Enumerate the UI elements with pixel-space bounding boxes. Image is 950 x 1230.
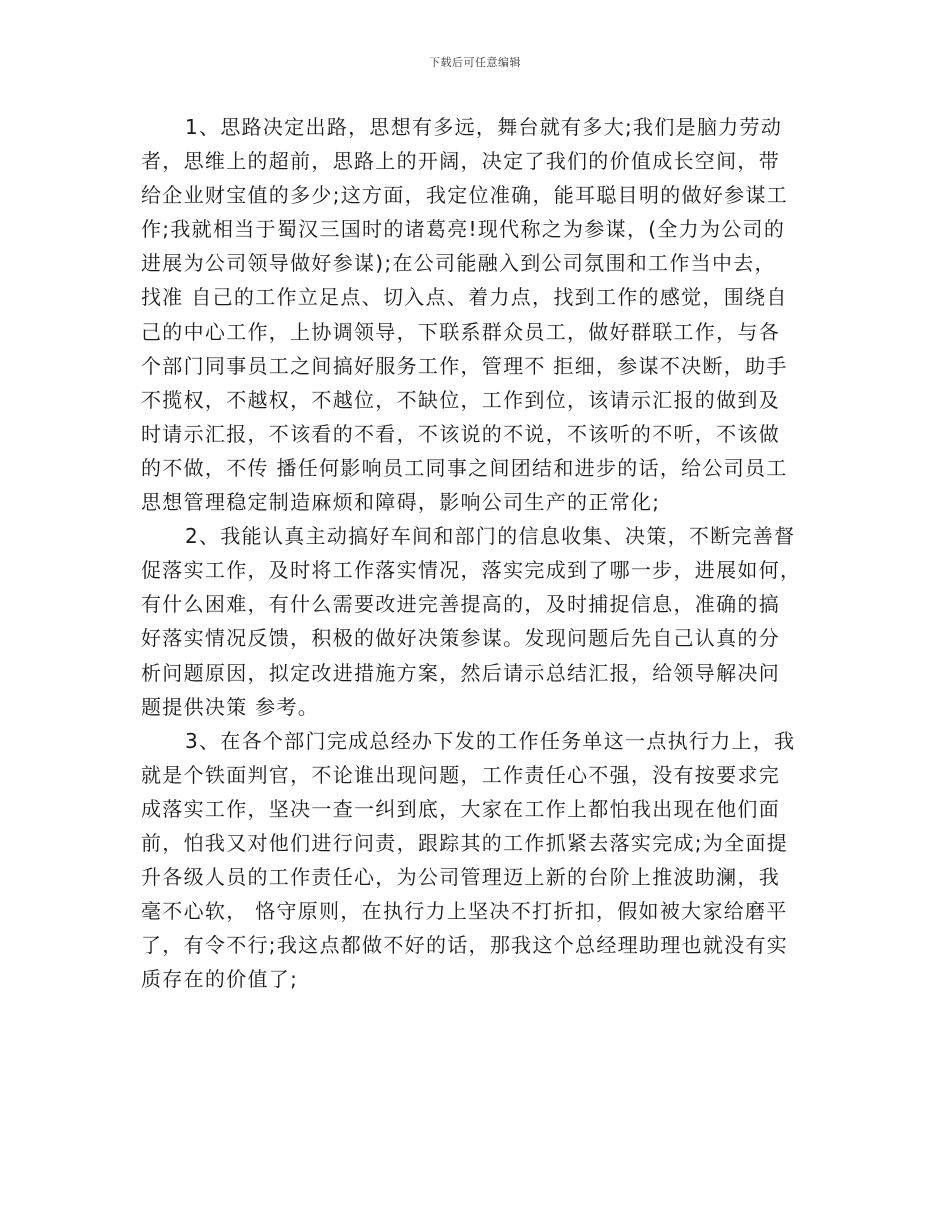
paragraph-3 xyxy=(141,724,813,997)
paragraph-line: 思想管理稳定制造麻烦和障碍，影响公司生产的正常化; xyxy=(141,490,661,515)
page-header: 下载后可任意编辑 xyxy=(429,56,521,69)
paragraph-line: 毫不心软， 恪守原则，在执行力上坚决不打折扣，假如被大家给磨平 xyxy=(141,899,788,924)
paragraph-line: 不揽权，不越权，不越位，不缺位，工作到位，该请示汇报的做到及 xyxy=(141,387,780,412)
paragraph-line: 升各级人员的工作责任心，为公司管理迈上新的台阶上推波助澜，我 xyxy=(141,865,780,890)
paragraph-line: 质存在的价值了; xyxy=(141,967,299,992)
paragraph-line: 找准 自己的工作立足点、切入点、着力点，找到工作的感觉，围绕自 xyxy=(141,285,788,310)
paragraph-line: 题提供决策 参考。 xyxy=(141,694,320,719)
paragraph-line: 作;我就相当于蜀汉三国时的诸葛亮!现代称之为参谋，(全力为公司的 xyxy=(141,217,786,242)
paragraph-line: 己的中心工作，上协调领导，下联系群众员工，做好群联工作，与各 xyxy=(141,319,780,344)
paragraph-2 xyxy=(141,519,813,724)
paragraph-line: 1、思路决定出路，思想有多远，舞台就有多大;我们是脑力劳动 xyxy=(185,115,783,139)
paragraph-line: 给企业财宝值的多少;这方面，我定位准确，能耳聪目明的做好参谋工 xyxy=(141,183,789,208)
paragraph-line: 个部门同事员工之间搞好服务工作，管理不 拒细，参谋不决断，助手 xyxy=(141,353,788,378)
paragraph-line: 析问题原因，拟定改进措施方案，然后请示总结汇报，给领导解决问 xyxy=(141,660,780,685)
document-body xyxy=(141,110,813,996)
paragraph-line: 时请示汇报，不该看的不看，不该说的不说，不该听的不听，不该做 xyxy=(141,421,780,446)
paragraph-1 xyxy=(141,110,813,519)
paragraph-line: 进展为公司领导做好参谋);在公司能融入到公司氛围和工作当中去， xyxy=(141,251,776,276)
paragraph-line: 者，思维上的超前，思路上的开阔，决定了我们的价值成长空间，带 xyxy=(141,149,780,174)
paragraph-line: 有什么困难，有什么需要改进完善提高的，及时捕捉信息，准确的搞 xyxy=(141,592,780,617)
paragraph-line: 促落实工作，及时将工作落实情况，落实完成到了哪一步，进展如何， xyxy=(141,558,802,583)
paragraph-line: 成落实工作，坚决一查一纠到底，大家在工作上都怕我出现在他们面 xyxy=(141,796,780,821)
paragraph-line: 的不做，不传 播任何影响员工同事之间团结和进步的话，给公司员工 xyxy=(141,455,788,480)
paragraph-line: 好落实情况反馈，积极的做好决策参谋。发现问题后先自己认真的分 xyxy=(141,626,780,651)
paragraph-line: 前，怕我又对他们进行问责，跟踪其的工作抓紧去落实完成;为全面提 xyxy=(141,830,789,855)
paragraph-line: 了，有令不行;我这点都做不好的话，那我这个总经理助理也就没有实 xyxy=(141,933,789,958)
paragraph-line: 3、在各个部门完成总经办下发的工作任务单这一点执行力上，我 xyxy=(185,728,796,753)
paragraph-line: 2、我能认真主动搞好车间和部门的信息收集、决策，不断完善督 xyxy=(185,524,796,549)
paragraph-line: 就是个铁面判官，不论谁出现问题，工作责任心不强，没有按要求完 xyxy=(141,762,780,787)
